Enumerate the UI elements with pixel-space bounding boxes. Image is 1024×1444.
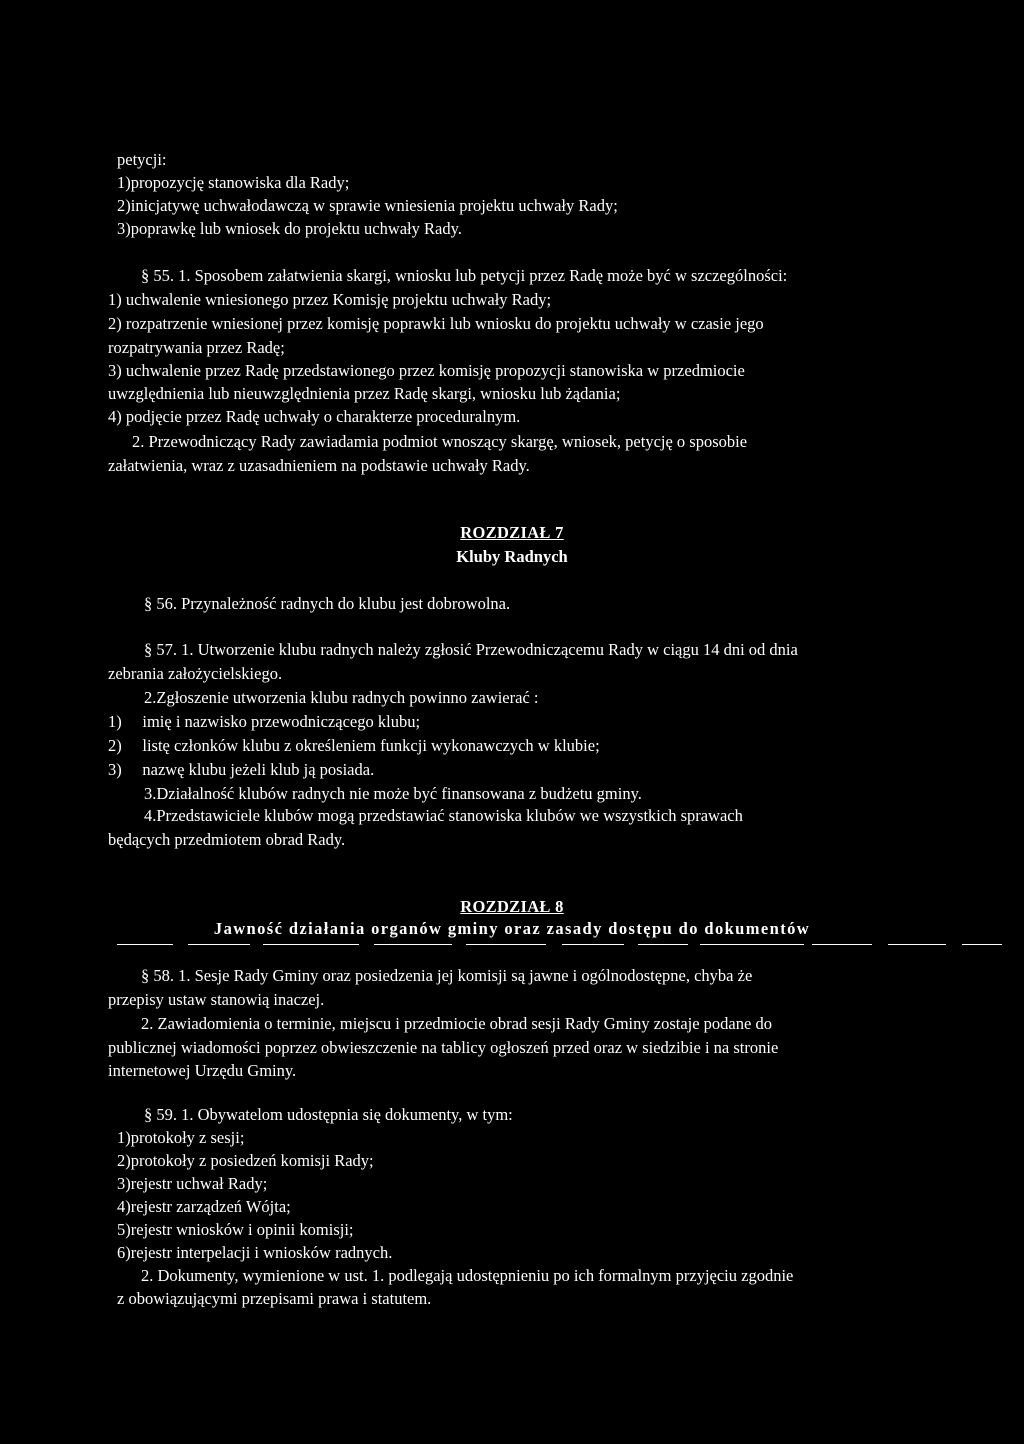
par57-line: 3) nazwę klubu jeżeli klub ją posiada. xyxy=(108,760,375,779)
chapter7-title: ROZDZIAŁ 7 xyxy=(460,523,564,542)
separator-line xyxy=(374,944,452,945)
par59-line: 1)protokoły z sesji; xyxy=(117,1128,245,1147)
par58-line: 2. Zawiadomienia o terminie, miejscu i przedmiocie obrad sesji Rady Gminy zostaje podane do xyxy=(141,1014,772,1033)
par55-line: załatwienia, wraz z uzasadnieniem na podstawie uchwały Rady. xyxy=(108,456,530,475)
par57-line: będących przedmiotem obrad Rady. xyxy=(108,830,346,849)
chapter8-subtitle: Jawność działania organów gminy oraz zasady dostępu do dokumentów xyxy=(213,919,811,938)
separator-line xyxy=(466,944,546,945)
petition-intro-line: 3)poprawkę lub wniosek do projektu uchwały Rady. xyxy=(117,219,462,238)
petition-intro-line: 1)propozycję stanowiska dla Rady; xyxy=(117,173,350,192)
par59-line: 5)rejestr wniosków i opinii komisji; xyxy=(117,1220,354,1239)
par57-line: 1) imię i nazwisko przewodniczącego klubu; xyxy=(108,712,421,731)
par59-line: 2)protokoły z posiedzeń komisji Rady; xyxy=(117,1151,374,1170)
par59-line: 4)rejestr zarządzeń Wójta; xyxy=(117,1197,291,1216)
par55-line: 3) uchwalenie przez Radę przedstawionego przez komisję propozycji stanowiska w przedmiocie xyxy=(108,361,745,380)
par58-line: przepisy ustaw stanowią inaczej. xyxy=(108,990,325,1009)
par59-line: 6)rejestr interpelacji i wniosków radnych. xyxy=(117,1243,393,1262)
par57-line: § 57. 1. Utworzenie klubu radnych należy zgłosić Przewodniczącemu Rady w ciągu 14 dni od dnia xyxy=(144,640,798,659)
par57-line: zebrania założycielskiego. xyxy=(108,664,283,683)
separator-line xyxy=(638,944,688,945)
par59-line: 2. Dokumenty, wymienione w ust. 1. podlegają udostępnieniu po ich formalnym przyjęciu zgodnie xyxy=(141,1266,794,1285)
par55-line: 2) rozpatrzenie wniesionej przez komisję poprawki lub wniosku do projektu uchwały w czasie jego xyxy=(108,314,764,333)
separator-line xyxy=(888,944,946,945)
par55-line: rozpatrywania przez Radę; xyxy=(108,338,285,357)
par56-line: § 56. Przynależność radnych do klubu jest dobrowolna. xyxy=(144,594,511,613)
separator-line xyxy=(812,944,872,945)
separator-line xyxy=(562,944,624,945)
par59-line: 3)rejestr uchwał Rady; xyxy=(117,1174,268,1193)
par55-line: 1) uchwalenie wniesionego przez Komisję projektu uchwały Rady; xyxy=(108,290,552,309)
par55-line: uwzględnienia lub nieuwzględnienia przez Radę skargi, wniosku lub żądania; xyxy=(108,384,621,403)
par58-line: internetowej Urzędu Gminy. xyxy=(108,1061,297,1080)
par55-line: 2. Przewodniczący Rady zawiadamia podmiot wnoszący skargę, wniosek, petycję o sposobie xyxy=(132,432,748,451)
par57-line: 2) listę członków klubu z określeniem funkcji wykonawczych w klubie; xyxy=(108,736,600,755)
par59-line: § 59. 1. Obywatelom udostępnia się dokumenty, w tym: xyxy=(144,1105,513,1124)
separator-line xyxy=(700,944,804,945)
par59-line: z obowiązującymi przepisami prawa i statutem. xyxy=(117,1289,432,1308)
petition-intro-line: 2)inicjatywę uchwałodawczą w sprawie wniesienia projektu uchwały Rady; xyxy=(117,196,618,215)
separator-line xyxy=(962,944,1002,945)
separator-line xyxy=(117,944,173,945)
par57-line: 3.Działalność klubów radnych nie może być finansowana z budżetu gminy. xyxy=(144,784,642,803)
par55-line: § 55. 1. Sposobem załatwienia skargi, wniosku lub petycji przez Radę może być w szczególności: xyxy=(141,266,788,285)
chapter8-title: ROZDZIAŁ 8 xyxy=(460,897,564,916)
par58-line: § 58. 1. Sesje Rady Gminy oraz posiedzenia jej komisji są jawne i ogólnodostępne, chyba że xyxy=(141,966,753,985)
separator-line xyxy=(263,944,359,945)
par57-line: 2.Zgłoszenie utworzenia klubu radnych powinno zawierać : xyxy=(144,688,539,707)
par58-line: publicznej wiadomości poprzez obwieszczenie na tablicy ogłoszeń przed oraz w siedzibie i na stronie xyxy=(108,1038,779,1057)
petition-intro-line: petycji: xyxy=(117,150,167,169)
par55-line: 4) podjęcie przez Radę uchwały o charakterze proceduralnym. xyxy=(108,407,521,426)
separator-line xyxy=(188,944,250,945)
chapter7-subtitle: Kluby Radnych xyxy=(456,547,568,566)
par57-line: 4.Przedstawiciele klubów mogą przedstawiać stanowiska klubów we wszystkich sprawach xyxy=(144,806,743,825)
